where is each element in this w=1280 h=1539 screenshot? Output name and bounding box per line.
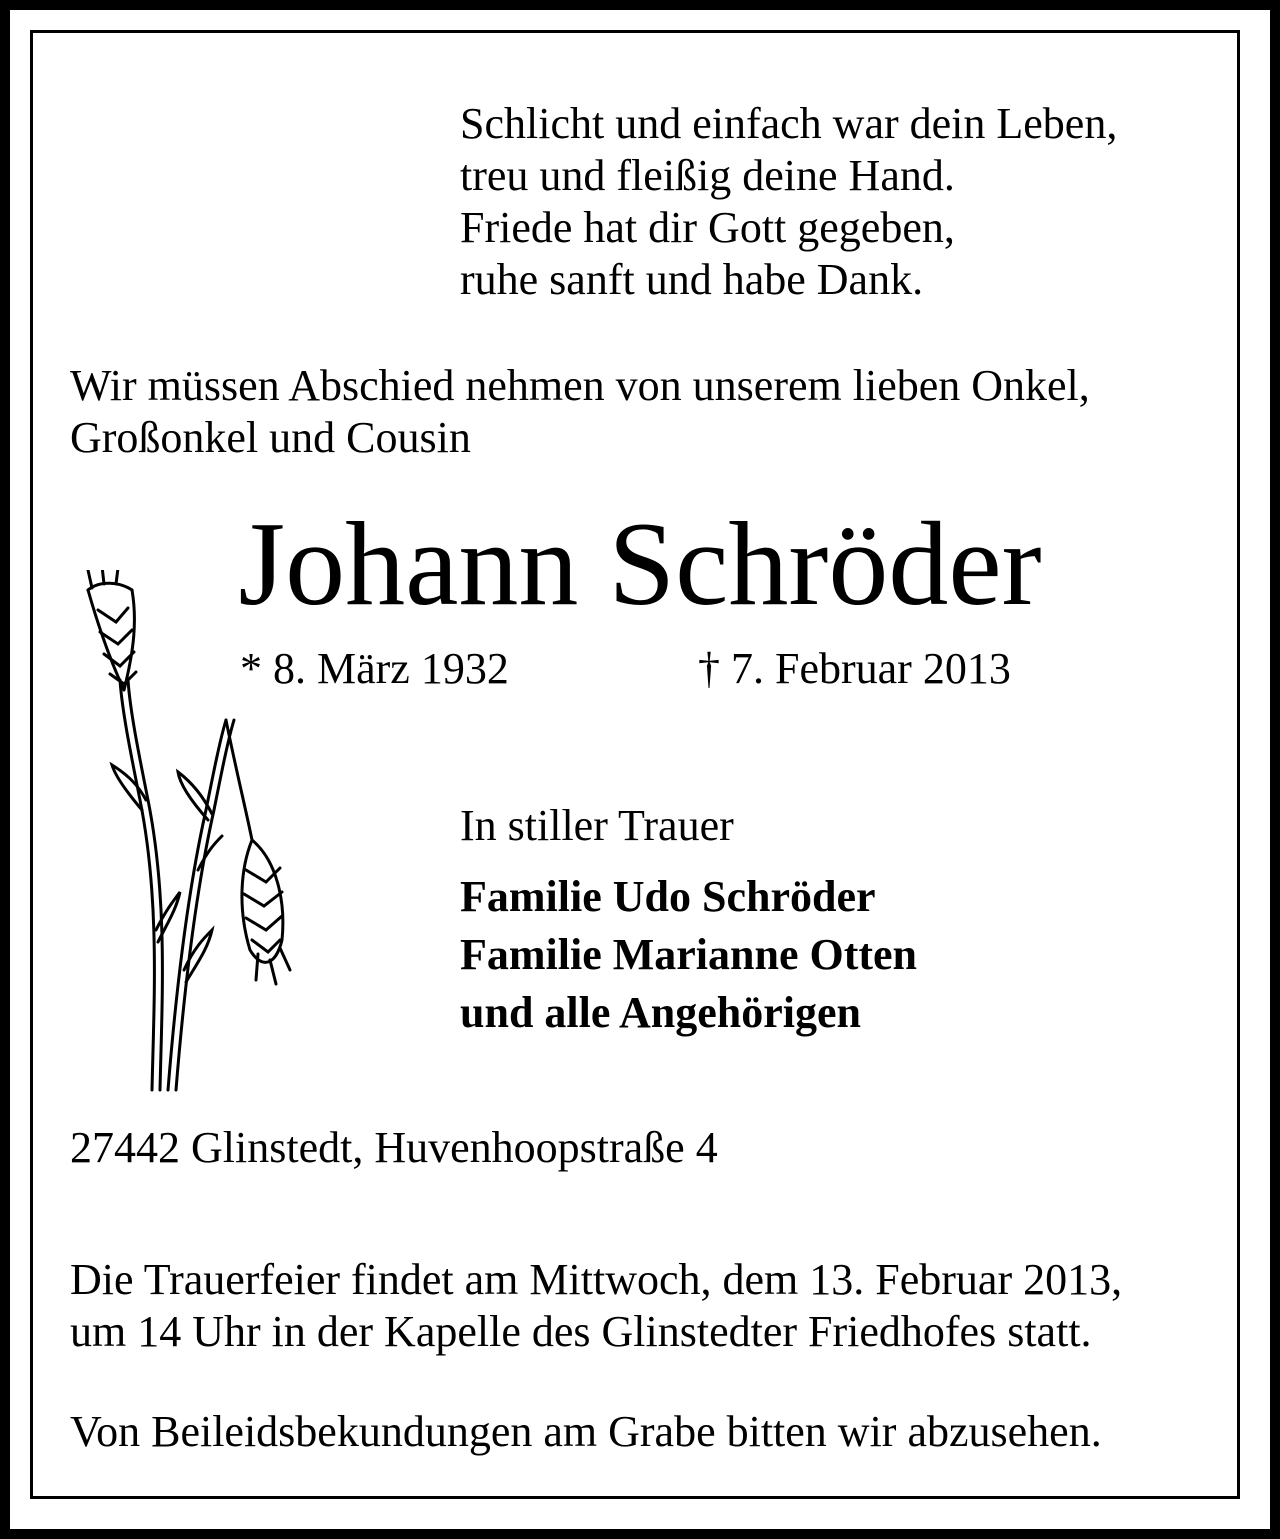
ceremony-line: Die Trauerfeier findet am Mittwoch, dem 13. Februar 2013, — [70, 1255, 1123, 1304]
death-date: † 7. Februar 2013 — [698, 644, 1011, 693]
poem-line: Friede hat dir Gott gegeben, — [460, 203, 955, 252]
poem-line: ruhe sanft und habe Dank. — [460, 255, 924, 304]
poem-line: Schlicht und einfach war dein Leben, — [460, 99, 1118, 148]
obituary-notice — [10, 10, 1270, 1529]
poem-line: treu und fleißig deine Hand. — [460, 151, 955, 200]
family-member: und alle Angehörigen — [460, 988, 861, 1037]
address: 27442 Glinstedt, Huvenhoopstraße 4 — [70, 1123, 718, 1172]
birth-date: * 8. März 1932 — [240, 644, 509, 693]
intro-line: Großonkel und Cousin — [70, 413, 471, 462]
ceremony-info — [70, 1254, 1122, 1358]
wheat-icon — [80, 570, 310, 1110]
intro-line: Wir müssen Abschied nehmen von unserem lieben Onkel, — [70, 361, 1090, 410]
intro-text — [70, 360, 1090, 464]
family-list — [460, 868, 917, 1042]
condolence-note: Von Beileidsbekundungen am Grabe bitten wir abzusehen. — [70, 1407, 1102, 1456]
ceremony-line: um 14 Uhr in der Kapelle des Glinstedter Friedhofes statt. — [70, 1307, 1092, 1356]
family-member: Familie Marianne Otten — [460, 930, 918, 979]
deceased-name: Johann Schröder — [238, 497, 1042, 630]
poem — [460, 98, 1117, 306]
mourning-label: In stiller Trauer — [460, 801, 734, 850]
family-member: Familie Udo Schröder — [460, 872, 876, 921]
